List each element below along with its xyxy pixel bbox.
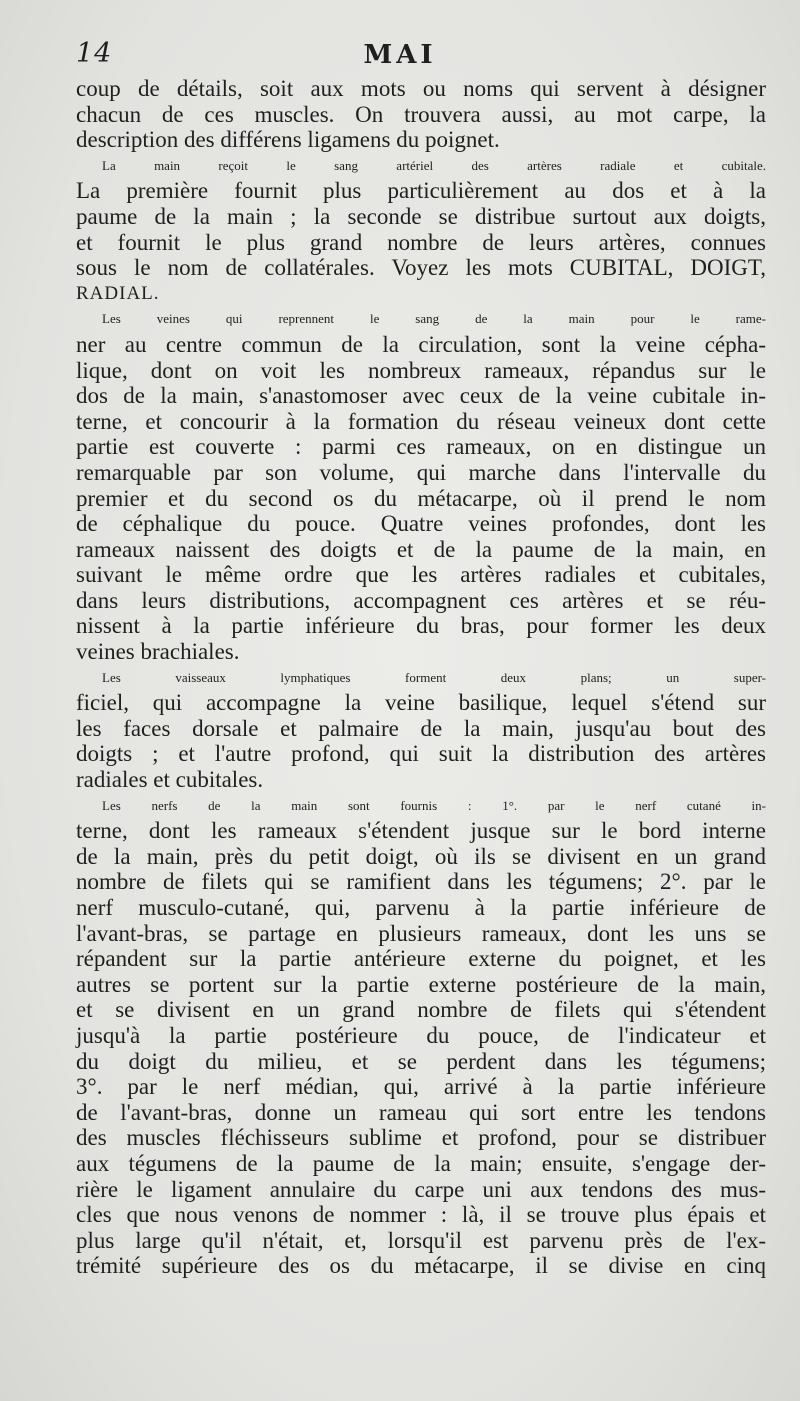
text-line: remarquable par son volume, qui marche dans l'intervalle du xyxy=(76,459,766,485)
paragraph xyxy=(76,306,766,664)
text-line: 3°. par le nerf médian, qui, arrivé à la partie inférieure xyxy=(76,1074,766,1100)
text-line: répandent sur la partie antérieure externe du poignet, et les xyxy=(76,946,766,972)
text-line: nombre de filets qui se ramifient dans les tégumens; 2°. par le xyxy=(76,869,766,895)
paragraph xyxy=(76,76,766,153)
text-line: cles que nous venons de nommer : là, il se trouve plus épais et xyxy=(76,1202,766,1228)
text-line: trémité supérieure des os du métacarpe, il se divise en cinq xyxy=(76,1253,766,1279)
text-line: premier et du second os du métacarpe, où il prend le nom xyxy=(76,485,766,511)
text-line: partie est couverte : parmi ces rameaux, on en distingue un xyxy=(76,434,766,460)
text-line: nerf musculo-cutané, qui, parvenu à la partie inférieure de xyxy=(76,895,766,920)
text-line: autres se portent sur la partie externe postérieure de la main, xyxy=(76,971,766,997)
body-text xyxy=(76,76,766,1279)
text-line: lique, dont on voit les nombreux rameaux, répandus sur le xyxy=(76,357,766,383)
text-line: et se divisent en un grand nombre de filets qui s'étendent xyxy=(76,997,766,1023)
paragraph xyxy=(76,793,766,1279)
text-line: et fournit le plus grand nombre de leurs artères, connues xyxy=(76,229,766,255)
text-line: ner au centre commun de la circulation, sont la veine cépha- xyxy=(76,331,766,357)
text-line: jusqu'à la partie postérieure du pouce, de l'indicateur et xyxy=(76,1022,766,1048)
text-line: rière le ligament annulaire du carpe uni aux tendons des mus- xyxy=(76,1176,766,1202)
running-head: MAI xyxy=(363,40,437,70)
text-line: plus large qu'il n'était, et, lorsqu'il est parvenu près de l'ex- xyxy=(76,1227,766,1253)
text-line: ficiel, qui accompagne la veine basilique, lequel s'étend sur xyxy=(76,690,766,716)
text-line: coup de détails, soit aux mots ou noms qui servent à désigner xyxy=(76,76,766,101)
text-line: rameaux naissent des doigts et de la paume de la main, en xyxy=(76,536,766,562)
page-header xyxy=(0,38,800,78)
text-line: veines brachiales. xyxy=(76,639,240,665)
text-line: l'avant-bras, se partage en plusieurs rameaux, dont les uns se xyxy=(76,920,766,946)
text-line: du doigt du milieu, et se perdent dans les tégumens; xyxy=(76,1048,766,1074)
text-line: La main reçoit le sang artériel des artères radiale et cubitale. xyxy=(102,157,766,173)
text-line: Les vaisseaux lymphatiques forment deux plans; un super- xyxy=(102,669,766,685)
paragraph xyxy=(76,665,766,793)
text-line: Les nerfs de la main sont fournis : 1°. par le nerf cutané in- xyxy=(102,797,766,813)
text-line: de l'avant-bras, donne un rameau qui sort entre les tendons xyxy=(76,1099,766,1125)
text-line: de la main, près du petit doigt, où ils se divisent en un grand xyxy=(76,843,766,869)
text-line: dans leurs distributions, accompagnent ces artères et se réu- xyxy=(76,587,766,613)
text-line: les faces dorsale et palmaire de la main, jusqu'au bout des xyxy=(76,715,766,741)
text-line: doigts ; et l'autre profond, qui suit la distribution des artères xyxy=(76,741,766,767)
text-line: Les veines qui reprennent le sang de la main pour le rame- xyxy=(102,311,766,327)
text-line: paume de la main ; la seconde se distribue surtout aux doigts, xyxy=(76,203,766,229)
text-line: suivant le même ordre que les artères radiales et cubitales, xyxy=(76,562,766,588)
text-line: aux tégumens de la paume de la main; ensuite, s'engage der- xyxy=(76,1150,766,1176)
text-line: des muscles fléchisseurs sublime et profond, pour se distribuer xyxy=(76,1125,766,1151)
text-line: terne, et concourir à la formation du réseau veineux dont cette xyxy=(76,408,766,434)
text-line: La première fournit plus particulièrement au dos et à la xyxy=(76,178,766,204)
page-number: 14 xyxy=(76,38,113,69)
text-line: sous le nom de collatérales. Voyez les mots CUBITAL, DOIGT, xyxy=(76,255,766,281)
text-line: radiales et cubitales. xyxy=(76,767,264,793)
text-line: nissent à la partie inférieure du bras, pour former les deux xyxy=(76,613,766,639)
paragraph xyxy=(76,153,766,307)
text-line: de céphalique du pouce. Quatre veines profondes, dont les xyxy=(76,511,766,537)
text-line: description des différens ligamens du poignet. xyxy=(76,127,500,153)
text-line: RADIAL. xyxy=(76,282,160,304)
text-line: dos de la main, s'anastomoser avec ceux de la veine cubitale in- xyxy=(76,383,766,409)
text-line: terne, dont les rameaux s'étendent jusque sur le bord interne xyxy=(76,818,766,844)
text-line: chacun de ces muscles. On trouvera aussi, au mot carpe, la xyxy=(76,101,766,127)
